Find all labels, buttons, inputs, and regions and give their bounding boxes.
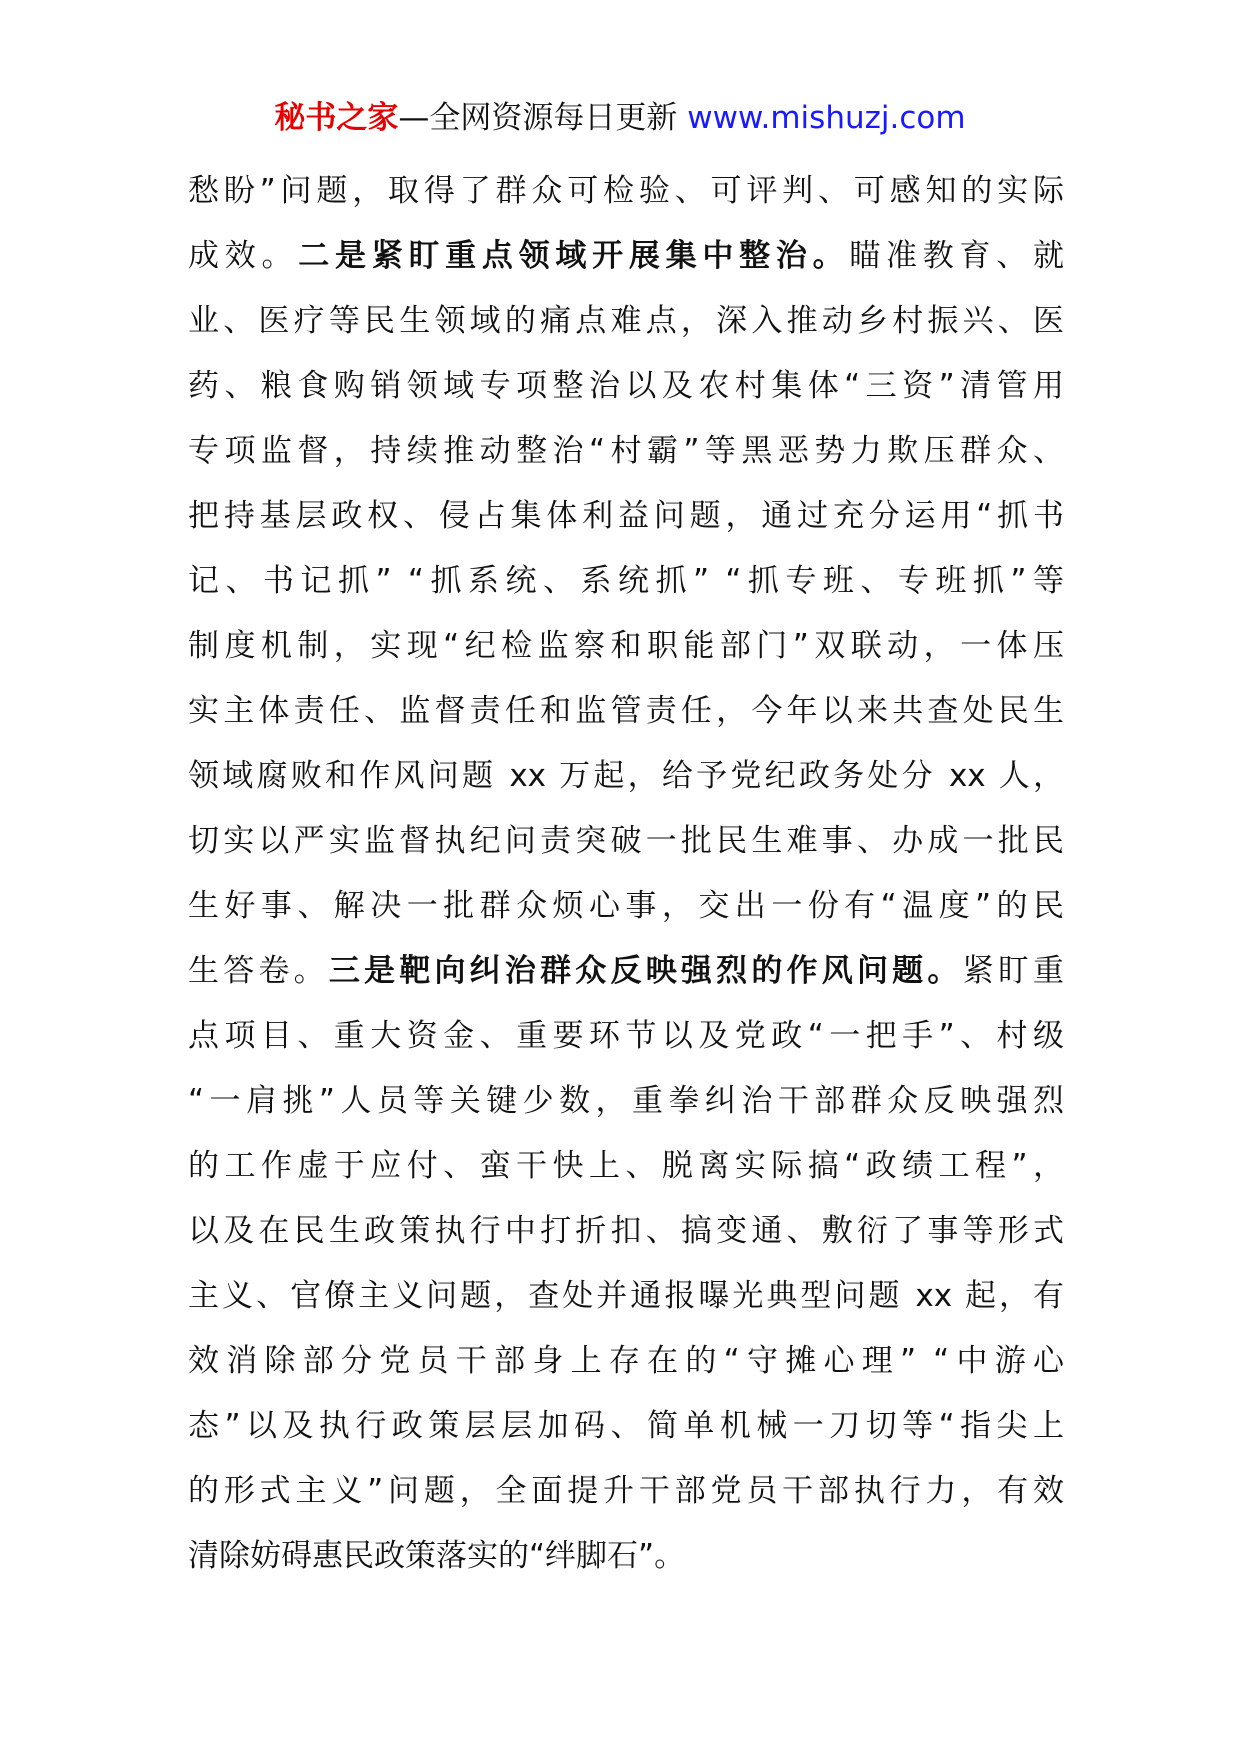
text-line: 领域腐败和作风问题 xx 万起，给予党纪政务处分 xx 人，	[188, 758, 1064, 794]
site-url-link[interactable]: www.mishuzj.com	[687, 100, 966, 136]
text-line: 生好事、解决一批群众烦心事，交出一份有“温度”的民	[188, 888, 1064, 924]
text-segment: 成效。	[188, 238, 299, 274]
text-line: 以及在民生政策执行中打折扣、搞变通、敷衍了事等形式	[188, 1213, 1064, 1249]
text-line	[188, 224, 1064, 289]
text-line: 专项监督，持续推动整治“村霸”等黑恶势力欺压群众、	[188, 433, 1064, 469]
text-line: 记、书记抓” “抓系统、系统抓” “抓专班、专班抓”等	[188, 563, 1064, 599]
text-line: 态”以及执行政策层层加码、简单机械一刀切等“指尖上	[188, 1408, 1064, 1444]
document-body	[188, 159, 1064, 1589]
text-line: 主义、官僚主义问题，查处并通报曝光典型问题 xx 起，有	[188, 1278, 1064, 1314]
text-segment: 生答卷。	[188, 953, 329, 989]
text-line: 切实以严实监督执纪问责突破一批民生难事、办成一批民	[188, 823, 1064, 859]
text-line	[188, 939, 1064, 1004]
text-line: 制度机制，实现“纪检监察和职能部门”双联动，一体压	[188, 628, 1064, 664]
site-brand: 秘书之家	[274, 100, 399, 136]
text-segment: 瞄准教育、就	[849, 238, 1065, 274]
text-line: 把持基层政权、侵占集体利益问题，通过充分运用“抓书	[188, 498, 1064, 534]
text-line: “一肩挑”人员等关键少数，重拳纠治干部群众反映强烈	[188, 1083, 1064, 1119]
text-line: 效消除部分党员干部身上存在的“守摊心理” “中游心	[188, 1343, 1064, 1379]
text-line: 业、医疗等民生领域的痛点难点，深入推动乡村振兴、医	[188, 303, 1064, 339]
bold-heading: 二是紧盯重点领域开展集中整治。	[298, 238, 850, 274]
text-line: 实主体责任、监督责任和监管责任，今年以来共查处民生	[188, 693, 1064, 729]
text-line: 清除妨碍惠民政策落实的“绊脚石”。	[188, 1538, 686, 1574]
text-line: 药、粮食购销领域专项整治以及农村集体“三资”清管用	[188, 368, 1064, 404]
text-line: 愁盼”问题，取得了群众可检验、可评判、可感知的实际	[188, 173, 1064, 209]
bold-heading: 三是靶向纠治群众反映强烈的作风问题。	[328, 953, 963, 989]
text-line: 点项目、重大资金、重要环节以及党政“一把手”、村级	[188, 1018, 1064, 1054]
site-header	[0, 98, 1240, 138]
text-segment: 紧盯重	[962, 953, 1065, 989]
site-tagline: —全网资源每日更新	[398, 100, 688, 136]
text-line: 的形式主义”问题，全面提升干部党员干部执行力，有效	[188, 1473, 1064, 1509]
text-line: 的工作虚于应付、蛮干快上、脱离实际搞“政绩工程”，	[188, 1148, 1064, 1184]
